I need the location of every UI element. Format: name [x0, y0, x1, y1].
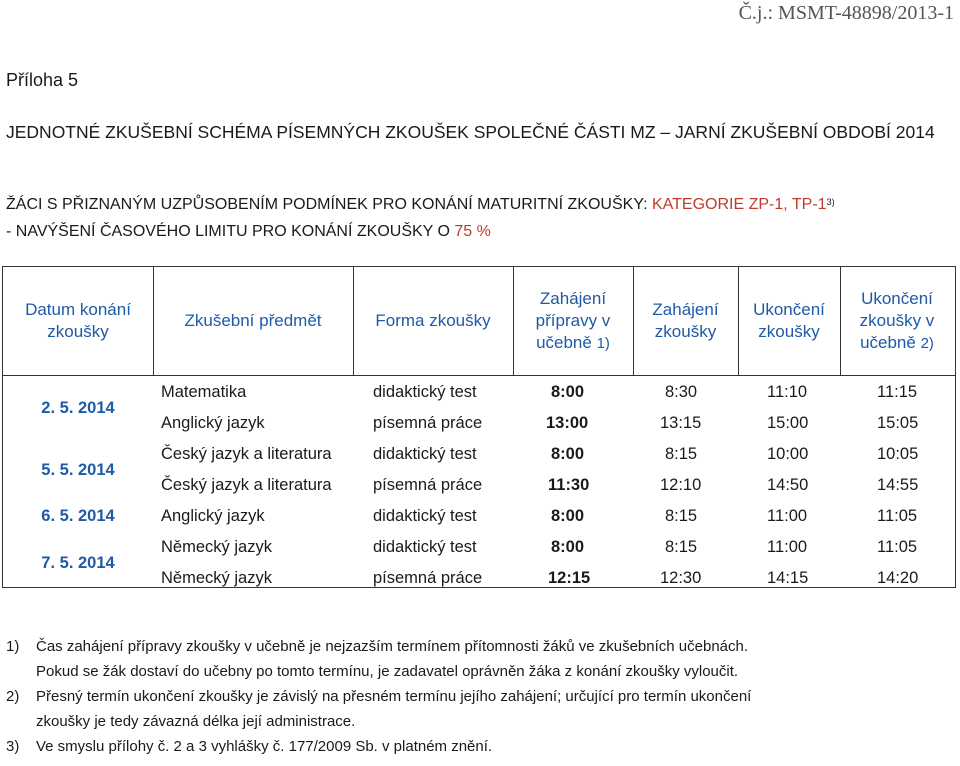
subtitle-prefix: ŽÁCI S PŘIZNANÝM UZPŮSOBENÍM PODMÍNEK PRO KONÁNÍ MATURITNÍ ZKOUŠKY: — [6, 196, 652, 213]
exam-start-cell: 12:30 — [660, 569, 702, 587]
form-cell: didaktický test — [373, 538, 477, 556]
header-prep-start: Zahájení přípravy v učebně 1) — [535, 288, 611, 352]
subject-cell: Německý jazyk — [161, 538, 272, 556]
exam-end-cell: 14:50 — [767, 476, 809, 494]
room-end-cell: 14:20 — [877, 569, 919, 587]
table-row — [3, 563, 955, 594]
exam-start-cell: 12:10 — [660, 476, 702, 494]
subtitle-line-1 — [6, 191, 946, 218]
exam-end-cell: 11:00 — [767, 507, 808, 525]
prep-start-cell: 12:15 — [548, 569, 591, 587]
form-cell: písemná práce — [373, 476, 483, 494]
annex-label: Příloha 5 — [6, 70, 79, 90]
form-cell: didaktický test — [373, 445, 477, 463]
exam-start-cell: 8:30 — [665, 383, 698, 401]
room-end-cell: 10:05 — [877, 445, 919, 463]
prep-start-cell: 8:00 — [551, 445, 585, 463]
table-row — [3, 377, 955, 408]
subject-cell: Český jazyk a literatura — [161, 476, 332, 494]
footnote-1: 1) Čas zahájení přípravy zkoušky v učebně je nejzazším termínem přítomnosti žáků ve zkušebních učebnách. Pokud se žák dostaví do učebny po tomto termínu, je zadavatel oprávněn žáka z konání zkoušky vyloučit. — [6, 638, 749, 680]
footnote-3: 3) Ve smyslu přílohy č. 2 a 3 vyhlášky č. 177/2009 Sb. v platném znění. — [6, 738, 493, 755]
document-title: JEDNOTNÉ ZKUŠEBNÍ SCHÉMA PÍSEMNÝCH ZKOUŠEK SPOLEČNÉ ČÁSTI MZ – JARNÍ ZKUŠEBNÍ OBDOBÍ 2014 — [6, 122, 935, 142]
subtitle-line-2 — [6, 218, 946, 245]
document-reference: Č.j.: MSMT-48898/2013-1 — [738, 2, 954, 24]
exam-end-cell: 11:10 — [767, 383, 808, 401]
header-exam-end: Ukončení zkoušky — [753, 300, 825, 341]
date-cell: 7. 5. 2014 — [41, 553, 115, 572]
header-exam-start: Zahájení zkoušky — [652, 300, 719, 341]
prep-start-cell: 8:00 — [551, 383, 585, 401]
subtitle-footnote-mark: 3) — [826, 197, 835, 207]
header-subject: Zkušební předmět — [184, 311, 322, 330]
room-end-cell: 11:05 — [877, 538, 918, 556]
table-row — [3, 470, 955, 501]
exam-end-cell: 15:00 — [767, 414, 809, 432]
exam-start-cell: 8:15 — [665, 507, 698, 525]
exam-start-cell: 13:15 — [660, 414, 702, 432]
footnote-2: 2) Přesný termín ukončení zkoušky je závislý na přesném termínu jejího zahájení; určující pro termín ukončení zkoušky je tedy závazná délka její administrace. — [6, 688, 752, 730]
prep-start-cell: 13:00 — [546, 414, 589, 432]
form-cell: didaktický test — [373, 507, 477, 525]
form-cell: didaktický test — [373, 383, 477, 401]
room-end-cell: 15:05 — [877, 414, 919, 432]
subject-cell: Matematika — [161, 383, 247, 401]
table-row — [3, 408, 955, 439]
table-row — [3, 501, 955, 532]
exam-start-cell: 8:15 — [665, 445, 698, 463]
exam-schedule-table — [2, 266, 956, 588]
subtitle-category: KATEGORIE ZP-1, TP-1 — [652, 196, 827, 213]
table-row — [3, 439, 955, 470]
exam-end-cell: 10:00 — [767, 445, 809, 463]
date-cell: 6. 5. 2014 — [41, 507, 115, 525]
room-end-cell: 14:55 — [877, 476, 919, 494]
prep-start-cell: 11:30 — [548, 476, 590, 494]
subtitle-percent: 75 % — [454, 223, 491, 240]
table-header — [3, 267, 955, 375]
document-subtitle — [6, 191, 946, 245]
header-date: Datum konání zkoušky — [25, 300, 131, 341]
exam-end-cell: 11:00 — [767, 538, 808, 556]
subject-cell: Anglický jazyk — [161, 414, 265, 432]
subject-cell: Český jazyk a literatura — [161, 445, 332, 463]
subtitle-line2-prefix: - NAVÝŠENÍ ČASOVÉHO LIMITU PRO KONÁNÍ ZKOUŠKY O — [6, 223, 455, 240]
footnotes — [6, 634, 946, 759]
subject-cell: Německý jazyk — [161, 569, 272, 587]
form-cell: písemná práce — [373, 414, 483, 432]
exam-end-cell: 14:15 — [767, 569, 809, 587]
header-room-end: Ukončení zkoušky v učebně 2) — [859, 288, 935, 352]
room-end-cell: 11:15 — [877, 383, 918, 401]
date-cell: 2. 5. 2014 — [41, 398, 115, 417]
prep-start-cell: 8:00 — [551, 538, 585, 556]
exam-start-cell: 8:15 — [665, 538, 698, 556]
prep-start-cell: 8:00 — [551, 507, 585, 525]
header-form: Forma zkoušky — [375, 311, 491, 330]
room-end-cell: 11:05 — [877, 507, 918, 525]
subject-cell: Anglický jazyk — [161, 507, 265, 525]
table-row — [3, 532, 955, 563]
form-cell: písemná práce — [373, 569, 483, 587]
date-cell: 5. 5. 2014 — [41, 460, 115, 479]
